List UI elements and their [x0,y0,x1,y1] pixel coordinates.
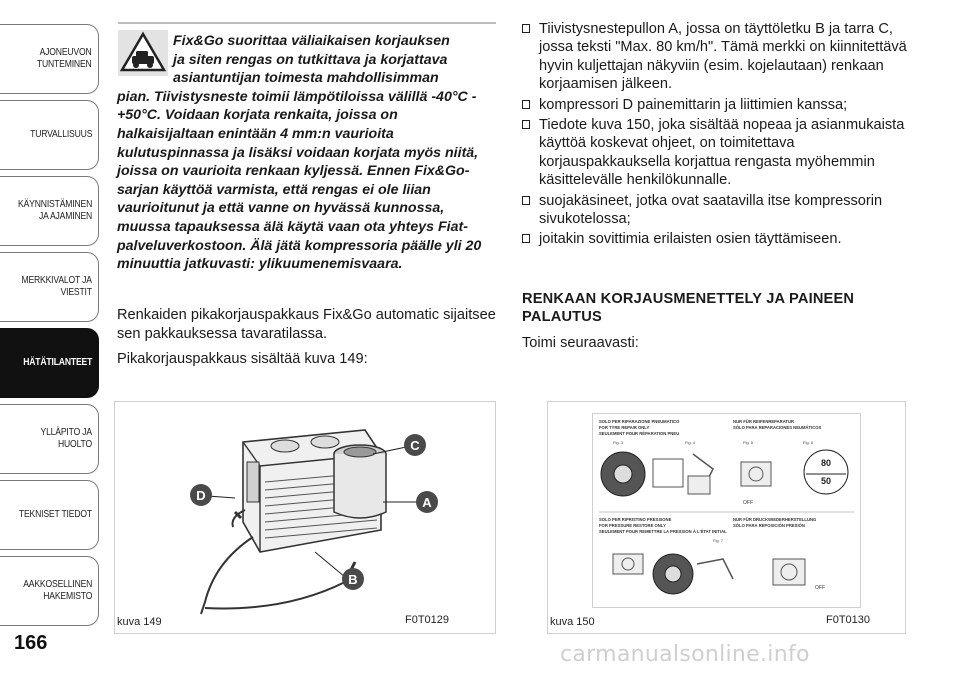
tab-ajoneuvon-tunteminen[interactable]: AJONEUVON TUNTEMINEN [0,24,99,94]
leaflet-mid-line: SEULEMENT POUR REMETTRE LA PRESSION À L'ÉTAT INITIAL [599,529,727,534]
section-heading: RENKAAN KORJAUSMENETTELY JA PAINEEN PALAUTUS [522,291,855,325]
leaflet-header-line: FOR TYRE REPAIR ONLY [599,425,650,430]
checkbox-bullet-icon [522,24,530,33]
steps-intro: Toimi seuraavasti: [522,335,639,351]
compressor-illustration [115,402,495,618]
leaflet-header-line: SOLO PER RIPARAZIONE PNEUMATICO [599,419,680,424]
figure-150-code: F0T0130 [826,614,871,626]
label-b: B [348,572,358,587]
leaflet-header-line: NUR FÜR REIFENREPARATUR [733,419,795,424]
fig-label: Fig. 3 [613,440,624,445]
checkbox-bullet-icon [522,196,530,205]
fig-label: Fig. 7 [713,538,724,543]
checkbox-bullet-icon [522,100,530,109]
fig-label: Fig. 4 [685,440,696,445]
list-item: kompressori D painemittarin ja liittimien kanssa; [522,96,912,114]
tab-turvallisuus[interactable]: TURVALLISUUS [0,100,99,170]
fig-label: Fig. 5 [743,440,754,445]
checkbox-bullet-icon [522,234,530,243]
figure-149 [114,401,496,634]
intro-paragraph: Renkaiden pikakorjauspakkaus Fix&Go automatic sijaitsee sen pakkauksessa tavaratilassa. [117,307,496,342]
figure-149-code: F0T0129 [405,614,450,626]
tab-hatatilanteet[interactable]: HÄTÄTILANTEET [0,328,99,398]
label-d: D [196,488,206,503]
leaflet-mid-line: NUR FÜR DRUCKWIEDERHERSTELLUNG [733,517,817,522]
leaflet-mid-line: SOLO PER RIPRISTINO PRESSIONE [599,517,672,522]
leaflet-header-line: SÓLO PARA REPARACIONES NEUMÁTICOS [733,425,822,430]
tab-kaynnistaminen[interactable]: KÄYNNISTÄMINEN JA AJAMINEN [0,176,99,246]
page-number: 166 [14,632,48,654]
watermark: carmanualsonline.info [560,642,810,667]
list-item: Tiedote kuva 150, joka sisältää nopeaa ja asianmukaista käyttöä koskevat ohjeet, on toimitettava korjauspakkauksella korjattua rengasta myöhemmin käsittelevälle henkilökunnalle. [522,116,912,190]
off-label: OFF [743,500,753,506]
leaflet-mid-line: SÓLO PARA REPOSICIÓN PRESIÓN [733,523,805,528]
leaflet-mid-line: FOR PRESSURE RESTORE ONLY [599,523,666,528]
tab-yllapito[interactable]: YLLÄPITO JA HUOLTO [0,404,99,474]
checkbox-bullet-icon [522,120,530,129]
fig-label: Fig. 6 [803,440,814,445]
list-item: suojakäsineet, jotka ovat saatavilla itse kompressorin sivukotelossa; [522,192,912,229]
speed-limit-bottom: 50 [820,476,832,486]
list-item: joitakin sovittimia erilaisten osien täyttämiseen. [522,230,912,248]
figure-150 [547,401,906,634]
off-label: OFF [815,585,825,591]
warning-top-rule [118,22,496,24]
label-a: A [422,495,432,510]
figure-150-caption: kuva 150 [550,616,595,628]
list-item: Tiivistysnestepullon A, jossa on täyttöletku B ja tarra C, jossa teksti "Max. 80 km/h". Tämä merkki on kiinnitettävä hyvin kuljettajan näkyviin (esim. kojelautaan) renkaan korjaamisen jälkeen. [522,20,912,94]
kit-contents-list [522,20,912,251]
label-c: C [410,438,420,453]
speed-limit-top: 80 [820,458,832,468]
contents-intro: Pikakorjauspakkaus sisältää kuva 149: [117,351,368,367]
warning-text: Fix&Go suorittaa väliaikaisen korjauksen ja siten rengas on tutkittava ja korjattava asiantuntijan toimesta mahdollisimman pian. Tiivistysneste toimii lämpötiloissa välillä -40°C - +50°C. Voidaan korjata renkaita, joissa on halkaisijaltaan enintään 4 mm:n vaurioita kulutuspinnassa ja lisäksi voidaan korjata myös niitä, joissa on vaurioita renkaan kyljessä. Ennen Fix&Go-sarjan käyttöä varmista, että rengas ei ole liian vaurioitunut ja että vanne on hyvässä kunnossa, muussa tapauksessa älä käytä vaan ota yhteys Fiat-palveluverkostoon. Älä jätä kompressoria päälle yli 20 minuuttia jatkuvasti: ylikuumenemisvaara. [117,33,482,273]
tab-merkkivalot[interactable]: MERKKIVALOT JA VIESTIT [0,252,99,322]
figure-149-caption: kuva 149 [117,616,162,628]
repair-instruction-leaflet [592,413,861,608]
leaflet-header-line: SEULEMENT POUR RÉPARATION PNEU [599,431,680,436]
tab-hakemisto[interactable]: AAKKOSELLINEN HAKEMISTO [0,556,99,626]
tab-tekniset-tiedot[interactable]: TEKNISET TIEDOT [0,480,99,550]
